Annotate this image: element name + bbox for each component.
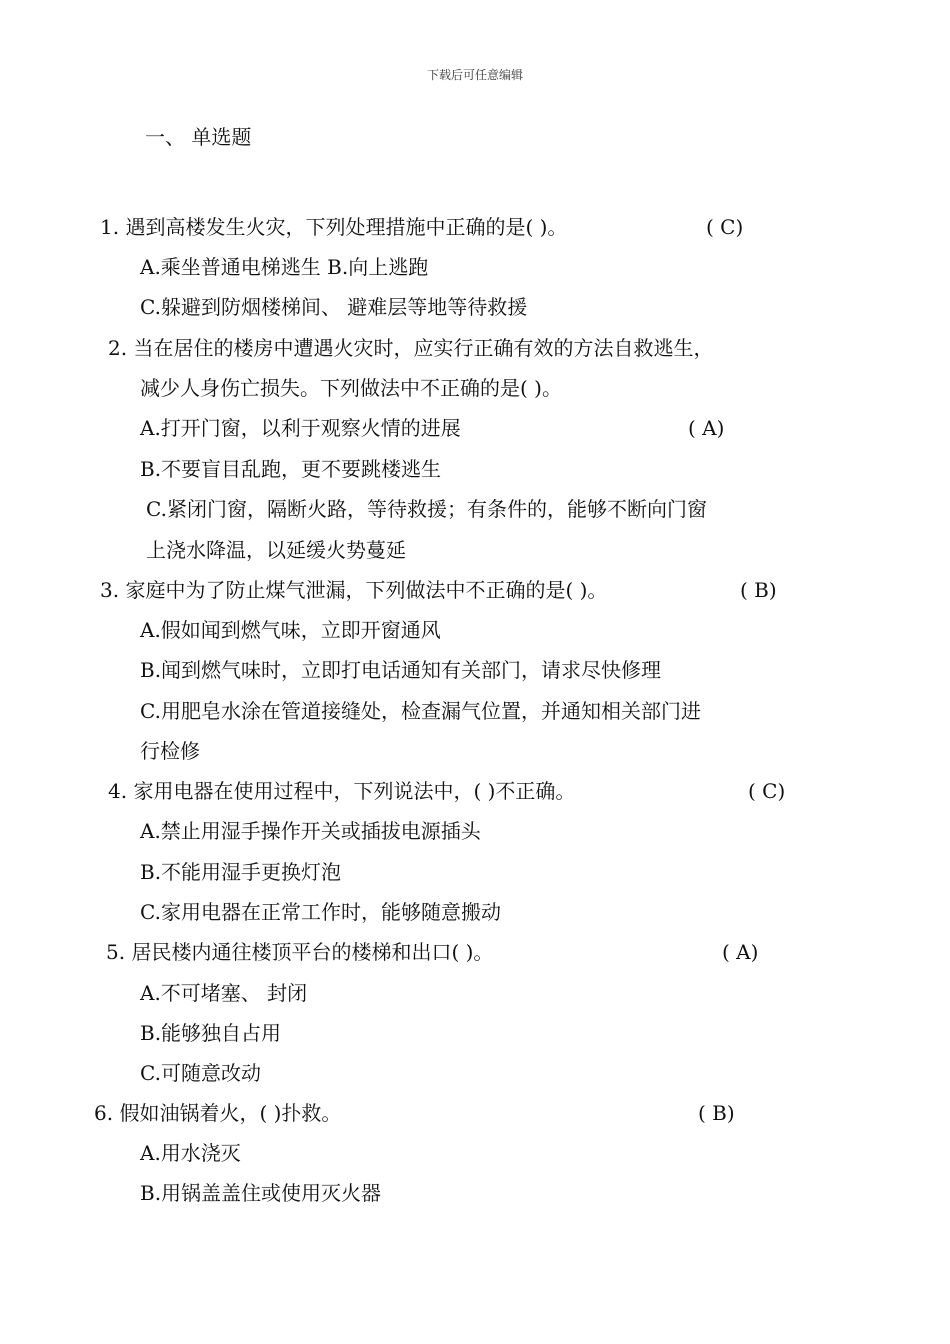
question-6-stem: 6. 假如油锅着火，( )扑救。 [94, 1101, 342, 1125]
question-4-stem: 4. 家用电器在使用过程中，下列说法中，( )不正确。 [108, 779, 576, 803]
question-5-answer: ( A) [722, 940, 759, 964]
question-4-option: A.禁止用湿手操作开关或插拔电源插头 [140, 819, 481, 843]
question-3-option-cont: 行检修 [140, 739, 200, 763]
question-5-option: C.可随意改动 [140, 1061, 261, 1085]
question-2-stem: 2. 当在居住的楼房中遭遇火灾时，应实行正确有效的方法自救逃生， [108, 336, 714, 360]
question-2-stem-cont: 减少人身伤亡损失。下列做法中不正确的是( )。 [140, 376, 562, 400]
question-3-option: A.假如闻到燃气味，立即开窗通风 [140, 618, 441, 642]
section-title: 一、 单选题 [145, 125, 252, 149]
question-2-answer: ( A) [688, 416, 725, 440]
question-1-answer: ( C) [706, 215, 744, 239]
question-6-answer: ( B) [698, 1101, 735, 1125]
question-3-option: B.闻到燃气味时，立即打电话通知有关部门，请求尽快修理 [140, 658, 662, 682]
question-5-stem: 5. 居民楼内通往楼顶平台的楼梯和出口( )。 [106, 940, 494, 964]
question-1-option: A.乘坐普通电梯逃生 B.向上逃跑 [140, 255, 429, 279]
question-5-option: A.不可堵塞、 封闭 [140, 981, 308, 1005]
question-6-option: A.用水浇灭 [140, 1141, 241, 1165]
question-3-answer: ( B) [740, 578, 777, 602]
question-5-option: B.能够独自占用 [140, 1021, 282, 1045]
question-2-option-cont: 上浇水降温，以延缓火势蔓延 [146, 538, 406, 562]
question-4-option: C.家用电器在正常工作时，能够随意搬动 [140, 900, 501, 924]
question-3-option: C.用肥皂水涂在管道接缝处，检查漏气位置，并通知相关部门进 [140, 699, 701, 723]
question-4-option: B.不能用湿手更换灯泡 [140, 860, 342, 884]
header-note: 下载后可任意编辑 [426, 68, 523, 82]
question-2-option: C.紧闭门窗，隔断火路，等待救援；有条件的，能够不断向门窗 [146, 497, 707, 521]
question-3-stem: 3. 家庭中为了防止煤气泄漏，下列做法中不正确的是( )。 [100, 578, 608, 602]
question-1-option: C.躲避到防烟楼梯间、 避难层等地等待救援 [140, 295, 528, 319]
question-1-stem: 1. 遇到高楼发生火灾，下列处理措施中正确的是( )。 [100, 215, 568, 239]
question-6-option: B.用锅盖盖住或使用灭火器 [140, 1181, 382, 1205]
question-2-option: B.不要盲目乱跑，更不要跳楼逃生 [140, 457, 442, 481]
question-4-answer: ( C) [748, 779, 786, 803]
question-2-option: A.打开门窗，以利于观察火情的进展 [140, 416, 461, 440]
